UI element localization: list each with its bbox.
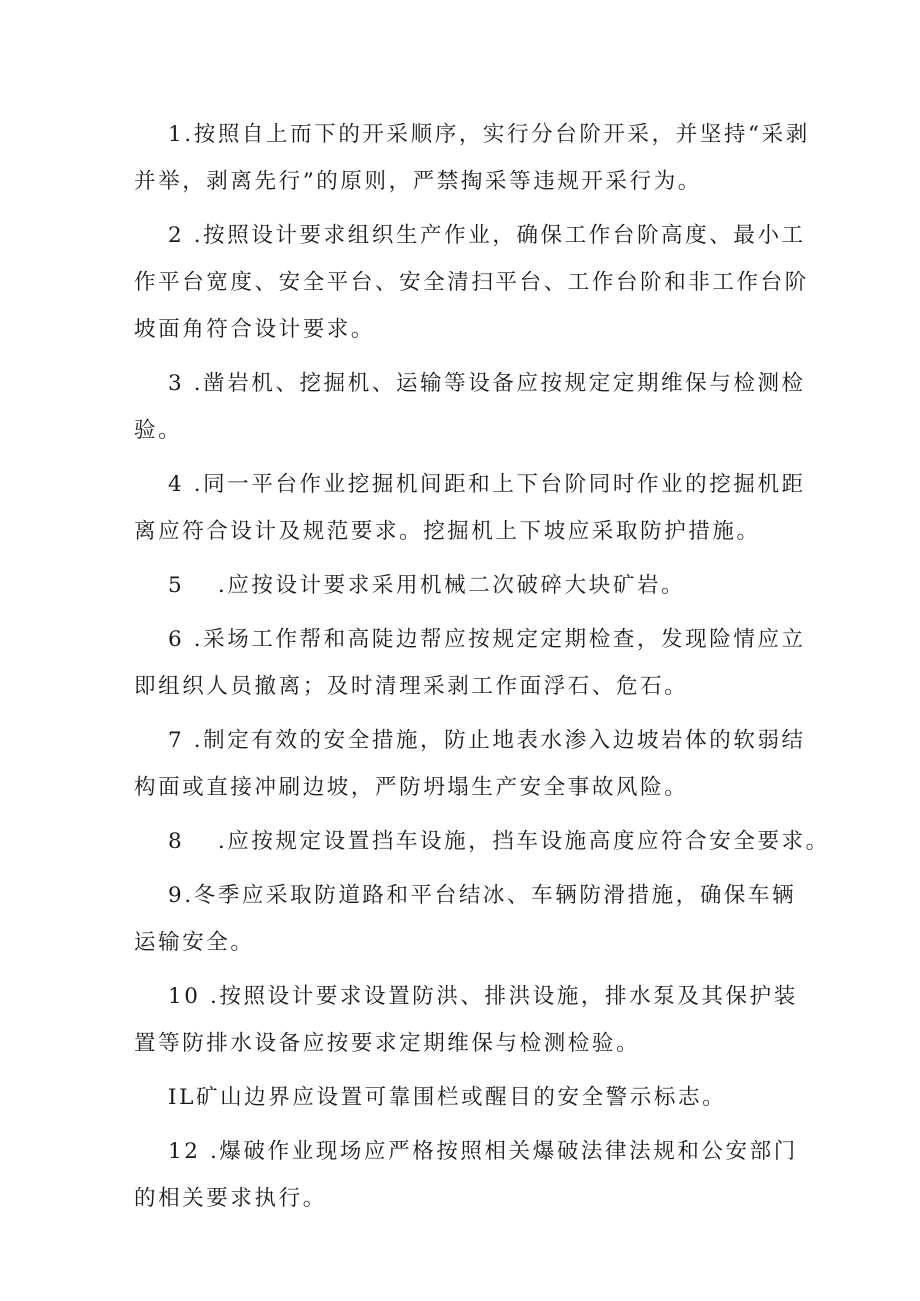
list-item: 2 .按照设计要求组织生产作业，确保工作台阶高度、最小工作平台宽度、安全平台、安全清扫平台、工作台阶和非工作台阶坡面角符合设计要求。 [134, 223, 809, 342]
list-item: IL矿山边界应设置可靠围栏或醒目的安全警示标志。 [168, 1085, 727, 1110]
list-item: 5 .应按设计要求采用机械二次破碎大块矿岩。 [168, 573, 686, 598]
list-item: 8 .应按规定设置挡车设施，挡车设施高度应符合安全要求。 [168, 829, 830, 854]
list-item: 9.冬季应采取防道路和平台结冰、车辆防滑措施，确保车辆运输安全。 [134, 883, 797, 955]
list-item: 3 .凿岩机、挖掘机、运输等设备应按规定定期维保与检测检验。 [134, 371, 806, 443]
safety-requirements-list [134, 111, 830, 1229]
list-item: 1.按照自上而下的开采顺序，实行分台阶开采，并坚持“采剥并举，剥离先行”的原则，严禁掏采等违规开采行为。 [134, 122, 810, 194]
list-item: 6 .采场工作帮和高陡边帮应按规定定期检查，发现险情应立即组织人员撤离；及时清理采剥工作面浮石、危石。 [134, 627, 806, 699]
list-item: 4 .同一平台作业挖掘机间距和上下台阶同时作业的挖掘机距离应符合设计及规范要求。挖掘机上下坡应采取防护措施。 [134, 472, 806, 544]
list-item: 12 .爆破作业现场应严格按照相关爆破法律法规和公安部门的相关要求执行。 [134, 1139, 798, 1211]
list-item: 10 .按照设计要求设置防洪、排洪设施，排水泵及其保护装置等防排水设备应按要求定期维保与检测检验。 [134, 984, 798, 1056]
list-item: 7 .制定有效的安全措施，防止地表水渗入边坡岩体的软弱结构面或直接冲刷边坡，严防坍塌生产安全事故风险。 [134, 728, 806, 800]
